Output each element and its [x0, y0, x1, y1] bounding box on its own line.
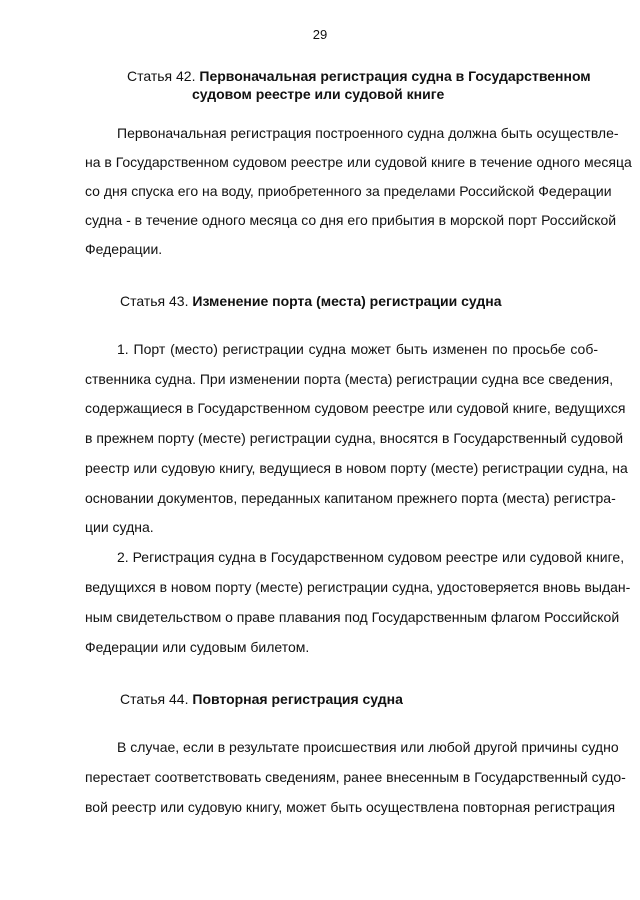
article-42-para-1-line-4: судна - в течение одного месяца со дня его прибытия в морской порт Российской: [85, 212, 617, 228]
page-number: 29: [312, 27, 328, 42]
article-44-para-1-line-1: В случае, если в результате происшествия или любой другой причины судно: [117, 739, 619, 755]
article-43-para-2-line-3: ным свидетельством о праве плавания под Государственным флагом Российской: [85, 609, 620, 625]
article-44-title: Повторная регистрация судна: [192, 691, 403, 707]
article-42-para-1-line-1: Первоначальная регистрация построенного судна должна быть осуществле-: [117, 125, 619, 141]
article-42-title-line-2: судовом реестре или судовой книге: [192, 86, 445, 102]
article-43-heading: [120, 292, 502, 310]
article-43-title: Изменение порта (места) регистрации судна: [192, 293, 502, 309]
article-44-para-1-line-3: вой реестр или судовую книгу, может быть осуществлена повторная регистрация: [85, 799, 616, 815]
article-44-para-1-line-2: перестает соответствовать сведениям, ранее внесенным в Государственный судо-: [85, 769, 626, 785]
article-42-para-1-line-3: со дня спуска его на воду, приобретенного за пределами Российской Федерации: [85, 183, 612, 199]
article-43-para-1-line-5: реестр или судовую книгу, ведущиеся в новом порту (месте) регистрации судна, на: [85, 460, 628, 476]
article-43-para-2-line-4: Федерации или судовым билетом.: [85, 639, 310, 655]
article-43-para-1-line-3: содержащиеся в Государственном судовом реестре или судовой книге, ведущихся: [85, 400, 626, 416]
article-42-heading: [127, 67, 591, 85]
article-43-para-1-line-6: основании документов, переданных капитаном прежнего порта (места) регистра-: [85, 490, 616, 506]
article-43-number: Статья 43.: [120, 293, 189, 309]
article-42-para-1-line-5: Федерации.: [85, 241, 163, 257]
article-43-para-1-line-2: ственника судна. При изменении порта (места) регистрации судна все сведения,: [85, 371, 614, 387]
article-43-para-2-line-2: ведущихся в новом порту (месте) регистрации судна, удостоверяется вновь выдан-: [85, 579, 631, 595]
article-42-number: Статья 42.: [127, 68, 196, 84]
article-43-para-1-line-4: в прежнем порту (месте) регистрации судна, вносятся в Государственный судовой: [85, 430, 624, 446]
article-44-number: Статья 44.: [120, 691, 189, 707]
article-42-title-line-1: Первоначальная регистрация судна в Государственном: [199, 68, 591, 84]
article-43-para-1-line-7: ции судна.: [85, 519, 154, 535]
article-42-para-1-line-2: на в Государственном судовом реестре или судовой книге в течение одного месяца: [85, 154, 632, 170]
article-43-para-1-line-1: 1. Порт (место) регистрации судна может быть изменен по просьбе соб-: [117, 341, 598, 357]
article-44-heading: [120, 690, 403, 708]
article-43-para-2-line-1: 2. Регистрация судна в Государственном судовом реестре или судовой книге,: [117, 549, 625, 565]
